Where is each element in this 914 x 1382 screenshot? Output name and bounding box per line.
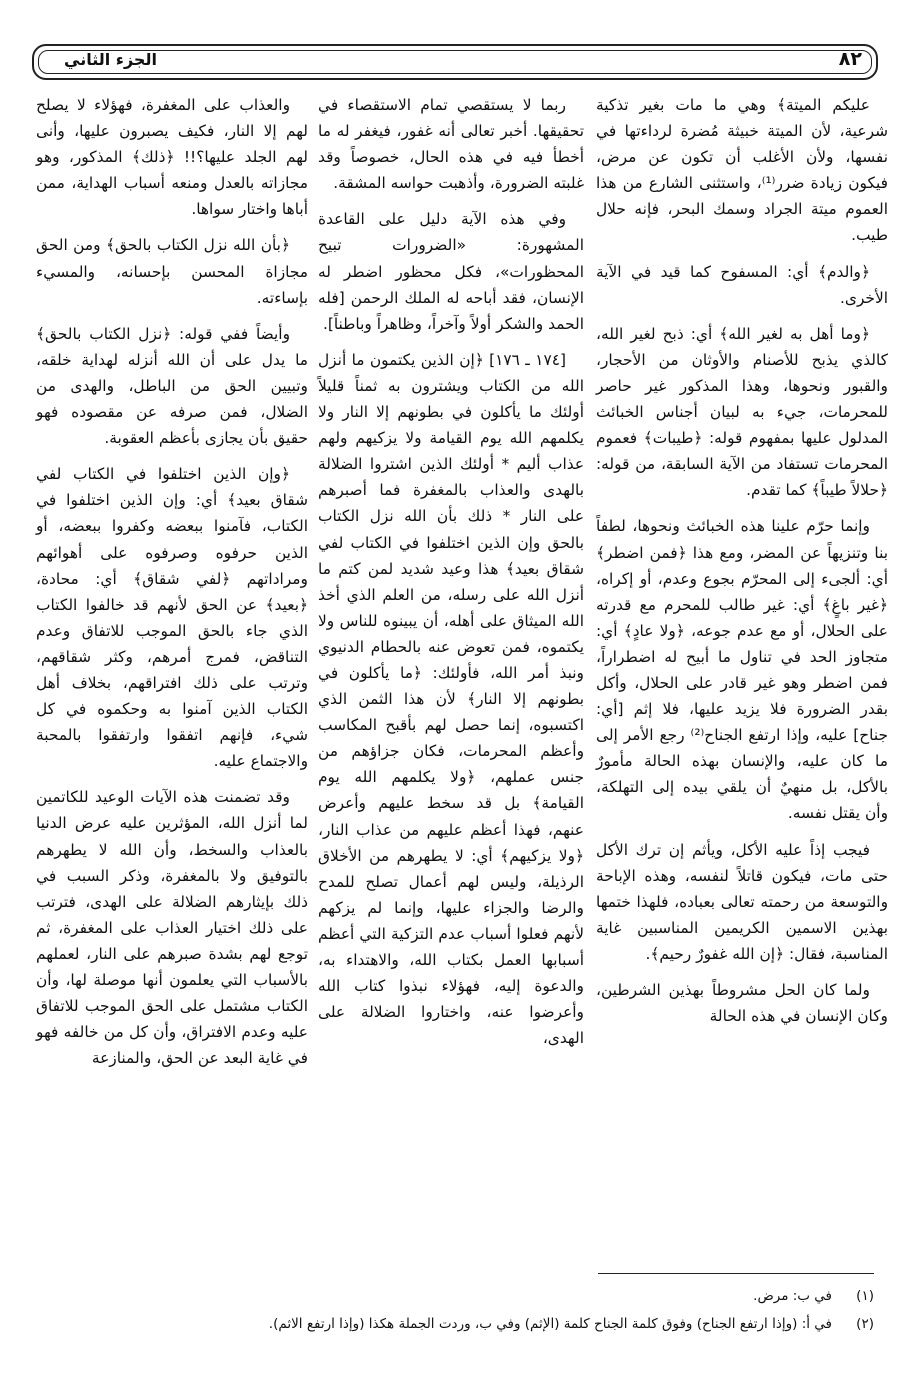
paragraph: عليكم الميتة﴾ وهي ما مات بغير تذكية شرعية، لأن الميتة خبيثة مُضرة لرداءتها في نفسها، ولأن الأغلب أن تكون عن مرض، فيكون زيادة ضرر⁽¹⁾، واستثنى الشارع من هذا العموم ميتة الجراد وسمك البحر، فإنه حلال طيب. — [596, 96, 888, 245]
footnote-number: (١) — [856, 1288, 874, 1304]
page-header-frame — [32, 44, 878, 80]
paragraph: وفي هذه الآية دليل على القاعدة المشهورة: «الضرورات تبيح المحظورات»، فكل محظور اضطر له الإنسان، فقد أباحه له الملك الرحمن [فله الحمد والشكر أولاً وآخراً، وظاهراً وباطناً]. — [318, 210, 584, 333]
paragraph: ربما لا يستقصي تمام الاستقصاء في تحقيقها. أخبر تعالى أنه غفور، فيغفر له ما أخطأ فيه في هذه الحال، خصوصاً وقد غلبته الضرورة، وأذهبت حواسه المشقة. — [318, 96, 584, 193]
paragraph: وأيضاً ففي قوله: ﴿نزل الكتاب بالحق﴾ ما يدل على أن الله أنزله لهداية خلقه، وتبيين الحق من الباطل، والهدى من الضلال، فمن صرفه عن مقصوده فهو حقيق بأن يجازى بأعظم العقوبة. — [36, 324, 308, 448]
paragraph: والعذاب على المغفرة، فهؤلاء لا يصلح لهم إلا النار، فكيف يصبرون عليها، وأنى لهم الجلد عليها؟!! ﴿ذلك﴾ المذكور، وهو مجازاته بالعدل ومنعه أسباب الهداية، ممن أباها واختار سواها. — [36, 96, 308, 219]
paragraph: فيجب إذاً عليه الأكل، ويأثم إن ترك الأكل حتى مات، فيكون قاتلاً لنفسه، وهذه الإباحة والتوسعة من رحمته تعالى بعباده، فلهذا ختمها بهذين الاسمين الكريمين المناسبين غاية المناسبة، فقال: ﴿إن الله غفورٌ رحيم﴾. — [596, 840, 888, 963]
paragraph: وقد تضمنت هذه الآيات الوعيد للكاتمين لما أنزل الله، المؤثرين عليه عرض الدنيا بالعذاب والسخط، وأن الله لا يطهرهم بالتوفيق ولا بالمغفرة، وذكر السبب في ذلك بإيثارهم الضلالة على الهدى، فترتب على ذلك اختيار العذاب على المغفرة، ثم توجع لهم بشدة صبرهم على النار، لعملهم بالأسباب التي يعلمون أنها موصلة لها، وأن الكتاب مشتمل على الحق الموجب للاتفاق عليه وعدم الافتراق، وأن كل من خالفه فهو في غاية البعد عن الحق، والمنازعة — [36, 788, 308, 1068]
paragraph: [١٧٤ ـ ١٧٦] ﴿إن الذين يكتمون ما أنزل الله من الكتاب ويشترون به ثمناً قليلاً أولئك ما يأكلون في بطونهم إلا النار ولا يكلمهم الله يوم القيامة ولا يزكيهم ولهم عذاب أليم * أولئك الذين اشتروا الضلالة بالهدى والعذاب بالمغفرة فما أصبرهم على النار * ذلك بأن الله نزل الكتاب بالحق وإن الذين اختلفوا في الكتاب لفي شقاق بعيد﴾ هذا وعيد شديد لمن كتم ما أنزل الله على رسله، من العلم الذي أخذ الله الميثاق على أهله، أن يبينوه للناس ولا يكتموه، فمن تعوض عنه بالحطام الدنيوي ونبذ أمر الله، فأولئك: ﴿ما يأكلون في بطونهم إلا النار﴾ لأن هذا الثمن الذي اكتسبوه، إنما حصل لهم بأقبح المكاسب وأعظم المحرمات، فكان جزاؤهم من جنس عملهم، ﴿ولا يكلمهم الله يوم القيامة﴾ بل قد سخط عليهم وأعرض عنهم، فهذا أعظم عليهم من عذاب النار، ﴿ولا يزكيهم﴾ أي: لا يطهرهم من الأخلاق الرذيلة، وليس لهم أعمال تصلح للمدح والرضا والجزاء عليها، وإنما لم يزكهم لأنهم فعلوا أسباب عدم التزكية التي أعظم أسبابها العمل بكتاب الله، والاهتداء به، والدعوة إليه، فهؤلاء نبذوا كتاب الله وأعرضوا عنه، واختاروا الضلالة على الهدى، — [318, 350, 584, 1048]
footnote-text: في ب: مرض. — [753, 1288, 832, 1304]
footnote-divider — [598, 1273, 874, 1274]
footnotes — [40, 1282, 874, 1338]
paragraph: ﴿بأن الله نزل الكتاب بالحق﴾ ومن الحق مجازاة المحسن بإحسانه، والمسيء بإساءته. — [36, 236, 308, 307]
footnote-text: في أ: (وإذا ارتفع الجناح) وفوق كلمة الجناح كلمة (الإثم) وفي ب، وردت الجملة هكذا (وإذا ارتفع الاثم). — [268, 1316, 832, 1332]
text-column-right — [596, 92, 888, 1039]
text-column-middle — [318, 92, 584, 1061]
paragraph: وإنما حرّم علينا هذه الخبائث ونحوها، لطفاً بنا وتنزيهاً عن المضر، ومع هذا ﴿فمن اضطر﴾ أي: ألجىء إلى المحرّم بجوع وعدم، أو إكراه، ﴿غير باغٍ﴾ أي: غير طالب للمحرم مع قدرته على الحلال، أو مع عدم جوعه، ﴿ولا عادٍ﴾ أي: متجاوز الحد في تناول ما أبيح له اضطراراً، فمن اضطر وهو غير قادر على الحلال، وأكل بقدر الضرورة فلا يزيد عليها، فلا إثم [أي: جناح] عليه، وإذا ارتفع الجناح⁽²⁾ رجع الأمر إلى ما كان عليه، والإنسان بهذه الحالة مأمورٌ بالأكل، بل منهيٌ أن يلقي بيده إلى التهلكة، وأن يقتل نفسه. — [596, 517, 888, 823]
paragraph: ﴿وما أهل به لغير الله﴾ أي: ذبح لغير الله، كالذي يذبح للأصنام والأوثان من الأحجار، والقبور ونحوها، وهذا المذكور غير حاصر للمحرمات، جيء به لبيان أجناس الخبائث المدلول عليها بمفهوم قوله: ﴿طيبات﴾ فعموم المحرمات تستفاد من الآية السابقة، من قوله: ﴿حلالاً طيباً﴾ كما تقدم. — [596, 324, 888, 500]
part-title: الجزء الثاني — [64, 50, 157, 69]
paragraph: ﴿وإن الذين اختلفوا في الكتاب لفي شقاق بعيد﴾ أي: وإن الذين اختلفوا في الكتاب، فآمنوا ببعضه وكفروا ببعضه، أو الذين حرفوه وصرفوه على أهوائهم ومراداتهم ﴿لفي شقاق﴾ أي: محادة، ﴿بعيد﴾ عن الحق لأنهم قد خالفوا الكتاب الذي جاء بالحق الموجب للاتفاق وعدم التناقض، فمرج أمرهم، وكثر شقاقهم، وترتب على ذلك افتراقهم، بخلاف أهل الكتاب الذين آمنوا به وحكموه في كل شيء، فإنهم اتفقوا وارتفقوا بالمحبة والاجتماع عليه. — [36, 465, 308, 771]
page-number: ٨٢ — [838, 48, 862, 70]
footnote — [40, 1310, 874, 1338]
paragraph: ولما كان الحل مشروطاً بهذين الشرطين، وكان الإنسان في هذه الحالة — [596, 981, 888, 1026]
text-column-left — [36, 92, 308, 1081]
footnote — [40, 1282, 874, 1310]
paragraph: ﴿والدم﴾ أي: المسفوح كما قيد في الآية الأخرى. — [596, 262, 888, 307]
footnote-number: (٢) — [856, 1316, 874, 1332]
